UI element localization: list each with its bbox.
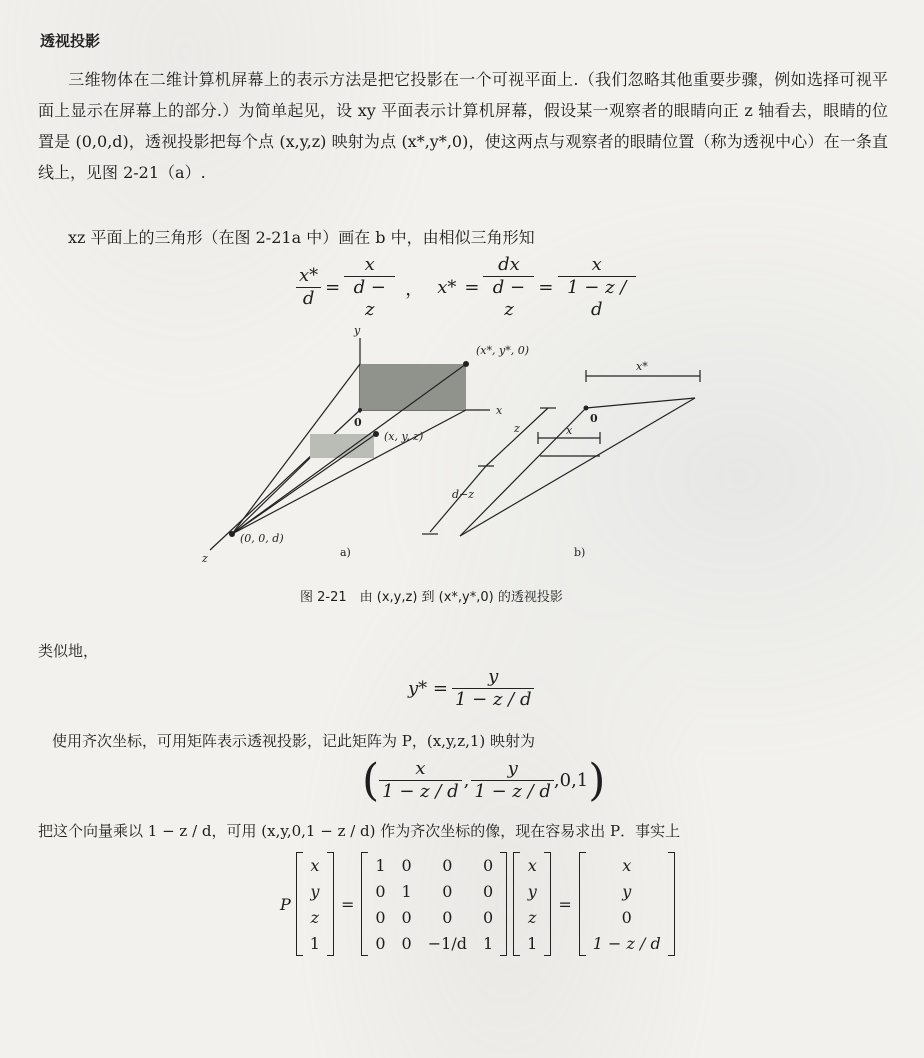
matrix-P: [361, 852, 507, 956]
b-label-x: x: [566, 424, 573, 437]
equals-1: =: [340, 894, 355, 914]
b-origin-point: [584, 406, 589, 411]
label-sub-b: b): [574, 546, 586, 559]
section-title: 透视投影: [40, 32, 101, 50]
b-label-z: z: [514, 422, 520, 435]
b-label-xstar: x*: [636, 360, 648, 373]
label-point-xstar: (x*, y*, 0): [476, 344, 529, 357]
matrix-entry-1-1: 1: [401, 881, 412, 901]
point-xstar: [463, 361, 469, 367]
label-eye: (0, 0, d): [240, 532, 284, 545]
vector-right-entry-1: y: [527, 881, 537, 901]
b-top-line: [586, 398, 695, 408]
result-entry-3: 1 − z / d: [592, 933, 661, 953]
ray-to-xstar: [232, 364, 466, 534]
paragraph-homogeneous-text: 使用齐次坐标，可用矩阵表示透视投影，记此矩阵为 P，(x,y,z,1) 映射为: [52, 732, 536, 750]
paragraph-intro: [38, 64, 888, 188]
matrix-entry-0-2: 0: [442, 855, 453, 875]
frac-vec-x: $\frac{x}{1 - z / d}$: [379, 758, 462, 803]
vector-xyz1-left: [296, 852, 334, 956]
matrix-entry-3-0: 0: [375, 933, 386, 953]
paragraph-multiply: [38, 816, 888, 847]
frac-vec-y: $\frac{y}{1 - z / d}$: [471, 758, 554, 803]
matrix-entry-0-1: 0: [401, 855, 412, 875]
equation-mapped-vector: ( $\frac{x}{1 - z / d}$ , $\frac{y}{1 - z / d}$ ,0,1 ): [362, 754, 606, 806]
b-label-dmz: d−z: [452, 488, 475, 501]
vec-tail: ,0,1: [553, 770, 589, 791]
paragraph-similar-triangles: [38, 222, 888, 253]
vector-left-entry-2: z: [310, 907, 320, 927]
frac-y-over-1mzd: $\frac{y}{1 - z / d}$: [452, 666, 535, 711]
paren-left: (: [362, 754, 380, 806]
result-entry-0: x: [622, 855, 632, 875]
equation-matrix: [280, 852, 678, 956]
result-entry-2: 0: [621, 907, 632, 927]
paragraph-multiply-text: 把这个向量乘以 1 − z / d，可用 (x,y,0,1 − z / d) 作为齐次坐标的像，现在容易求出 P．事实上: [38, 822, 681, 840]
result-entry-1: y: [622, 881, 632, 901]
paren-right: ): [588, 754, 606, 806]
equals-2: =: [558, 894, 572, 914]
point-eye: [229, 531, 235, 537]
point-xyz: [373, 431, 379, 437]
matrix-entry-0-0: 1: [375, 855, 386, 875]
matrix-entry-1-2: 0: [442, 881, 453, 901]
frac-dx-over-dmz: $\frac{dx}{d - z}$: [483, 254, 534, 321]
b-slant-line: [460, 398, 695, 536]
frac-x-over-dmz: $\frac{x}{d - z}$: [344, 254, 395, 321]
z-axis: [210, 410, 360, 550]
vector-left-entry-1: y: [310, 881, 320, 901]
label-origin: 0: [354, 416, 362, 429]
frac-x-over-1mzd: $\frac{x}{1 - z / d}$: [558, 254, 637, 321]
figure-a: [210, 338, 490, 550]
matrix-entry-2-2: 0: [442, 907, 453, 927]
matrix-entry-0-3: 0: [482, 855, 494, 875]
paragraph-similarly: [38, 636, 888, 667]
vector-result: [579, 852, 675, 956]
frac-xstar-over-d: $\frac{x*}{d}$: [296, 265, 321, 310]
ray-4: [232, 458, 310, 534]
paragraph-homogeneous: [38, 726, 888, 757]
matrix-entry-1-0: 0: [375, 881, 386, 901]
matrix-entry-3-2: −1/d: [427, 933, 467, 953]
equation-ystar: [404, 666, 534, 711]
matrix-entry-1-3: 0: [482, 881, 494, 901]
paragraph-similarly-text: 类似地，: [38, 642, 99, 660]
vector-left-entry-0: x: [310, 855, 320, 875]
paragraph-similar-triangles-text: xz 平面上的三角形（在图 2-21a 中）画在 b 中，由相似三角形知: [68, 228, 535, 247]
ray-3: [232, 434, 376, 534]
vector-left-entry-3: 1: [309, 933, 320, 953]
figure-2-21: [190, 318, 740, 568]
matrix-entry-3-3: 1: [482, 933, 494, 953]
label-sub-a: a): [340, 546, 351, 559]
label-point-xyz: (x, y, z): [384, 430, 424, 443]
b-label-zero: 0: [590, 412, 598, 425]
origin-point: [358, 408, 362, 412]
matrix-entry-3-1: 0: [401, 933, 412, 953]
figure-caption: 图 2-21 由 (x,y,z) 到 (x*,y*,0) 的透视投影: [300, 590, 563, 605]
matrix-P-symbol: P: [280, 894, 291, 914]
equation-xstar: $\frac{x*}{d}$ = $\frac{x}{d - z}$ ， x* = $\frac{dx}{d - z}$ = $\frac{x}{1 - z / d}$: [296, 254, 636, 316]
vector-right-entry-3: 1: [527, 933, 538, 953]
vector-xyz1-right: [513, 852, 551, 956]
matrix-entry-2-3: 0: [482, 907, 494, 927]
ystar-lhs: y* =: [408, 678, 448, 699]
label-x: x: [496, 404, 503, 417]
label-z: z: [202, 552, 208, 565]
vector-right-entry-0: x: [527, 855, 537, 875]
matrix-entry-2-0: 0: [375, 907, 386, 927]
label-y: y: [354, 324, 361, 337]
paragraph-intro-text: 三维物体在二维计算机屏幕上的表示方法是把它投影在一个可视平面上.（我们忽略其他重要步骤，例如选择可视平面上显示在屏幕上的部分.）为简单起见，设 xy 平面表示计算机屏幕，假设某一观察者的眼睛向正 z 轴看去，眼睛的位置是 (0,0,d)，透视投影把每个点 (x,y,z) 映射为点 (x*,y*,0)，使这两点与观察者的眼睛位置（称为透视中心）在一条直线上，见图 2-21（a）.: [38, 70, 888, 182]
ray-2: [232, 410, 466, 534]
vector-right-entry-2: z: [528, 907, 537, 927]
matrix-entry-2-1: 0: [401, 907, 412, 927]
